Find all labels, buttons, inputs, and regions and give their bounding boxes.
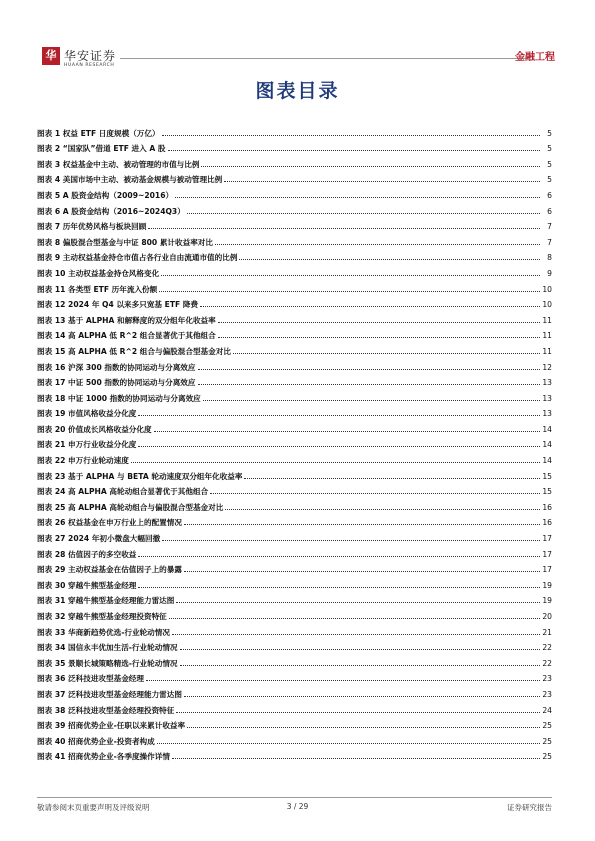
toc-entry-page: 5 xyxy=(547,159,552,169)
toc-entry-page: 14 xyxy=(542,456,552,466)
toc-leader-dots xyxy=(162,135,540,136)
toc-entry-page: 10 xyxy=(542,284,552,294)
toc-entry-label: 图表 35 景顺长城策略精选-行业轮动情况 xyxy=(37,658,178,668)
toc-entry[interactable] xyxy=(37,231,552,247)
toc-entry-page: 17 xyxy=(542,534,552,544)
toc-entry-label: 图表 34 国信永丰优加生活-行业轮动情况 xyxy=(37,643,178,653)
toc-leader-dots xyxy=(180,649,540,650)
toc-entry-page: 19 xyxy=(542,596,552,606)
toc-entry-label: 图表 1 权益 ETF 日度规模（万亿） xyxy=(37,128,160,138)
toc-leader-dots xyxy=(187,727,540,728)
toc-leader-dots xyxy=(138,556,540,557)
toc-entry-label: 图表 21 申万行业收益分化度 xyxy=(37,440,137,450)
toc-entry[interactable] xyxy=(37,278,552,294)
toc-entry[interactable] xyxy=(37,574,552,590)
toc-entry-label: 图表 13 基于 ALPHA 和解释度的双分组年化收益率 xyxy=(37,315,216,325)
toc-entry[interactable] xyxy=(37,512,552,528)
toc-leader-dots xyxy=(131,462,540,463)
toc-entry[interactable] xyxy=(37,153,552,169)
toc-leader-dots xyxy=(244,478,540,479)
company-logo-icon: 华 xyxy=(42,47,60,65)
toc-leader-dots xyxy=(184,696,540,697)
toc-entry[interactable] xyxy=(37,372,552,388)
toc-entry-page: 23 xyxy=(542,674,552,684)
footer-disclaimer: 敬请参阅末页重要声明及评级说明 xyxy=(37,803,150,812)
toc-entry-page: 6 xyxy=(547,190,552,200)
toc-entry[interactable] xyxy=(37,605,552,621)
toc-entry[interactable] xyxy=(37,715,552,731)
toc-entry-page: 15 xyxy=(542,471,552,481)
toc-entry[interactable] xyxy=(37,652,552,668)
toc-entry-label: 图表 4 美国市场中主动、被动基金规模与被动管理比例 xyxy=(37,175,223,185)
toc-entry-page: 5 xyxy=(547,144,552,154)
toc-leader-dots xyxy=(239,259,540,260)
toc-entry-page: 23 xyxy=(542,689,552,699)
toc-leader-dots xyxy=(225,509,540,510)
toc-leader-dots xyxy=(146,680,540,681)
toc-leader-dots xyxy=(176,602,540,603)
toc-entry-label: 图表 10 主动权益基金持仓风格变化 xyxy=(37,268,160,278)
toc-entry-label: 图表 28 估值因子的多空收益 xyxy=(37,549,137,559)
toc-entry[interactable] xyxy=(37,481,552,497)
toc-entry[interactable] xyxy=(37,184,552,200)
toc-entry[interactable] xyxy=(37,465,552,481)
toc-entry-page: 14 xyxy=(542,424,552,434)
toc-entry-page: 20 xyxy=(542,612,552,621)
toc-entry-label: 图表 41 招商优势企业-各季度操作详情 xyxy=(37,752,170,762)
toc-leader-dots xyxy=(138,415,540,416)
toc-entry-label: 图表 24 高 ALPHA 高轮动组合显著优于其他组合 xyxy=(37,487,209,497)
toc-leader-dots xyxy=(200,306,540,307)
toc-entry-label: 图表 2 “国家队”借道 ETF 进入 A 股 xyxy=(37,144,166,154)
toc-leader-dots xyxy=(198,384,541,385)
toc-entry[interactable] xyxy=(37,340,552,356)
toc-entry-label: 图表 29 主动权益基金在估值因子上的暴露 xyxy=(37,565,182,575)
page-title: 图表目录 xyxy=(255,80,340,102)
toc-entry-label: 图表 5 A 股资金结构（2009~2016） xyxy=(37,190,174,200)
toc-leader-dots xyxy=(233,353,540,354)
toc-entry[interactable] xyxy=(37,247,552,263)
toc-entry-label: 图表 36 泛科技进攻型基金经理 xyxy=(37,674,144,684)
toc-entry-label: 图表 19 市值风格收益分化度 xyxy=(37,409,137,419)
toc-leader-dots xyxy=(203,400,540,401)
toc-leader-dots xyxy=(154,431,540,432)
toc-entry[interactable] xyxy=(37,309,552,325)
toc-leader-dots xyxy=(172,634,540,635)
toc-entry[interactable] xyxy=(37,590,552,606)
toc-entry-label: 图表 40 招商优势企业-投资者构成 xyxy=(37,736,155,746)
toc-leader-dots xyxy=(184,571,540,572)
toc-entry-label: 图表 17 中证 500 指数的协同运动与分离效应 xyxy=(37,378,196,388)
toc-entry[interactable] xyxy=(37,621,552,637)
toc-entry[interactable] xyxy=(37,418,552,434)
toc-leader-dots xyxy=(175,197,540,198)
toc-entry-page: 22 xyxy=(542,658,552,668)
toc-leader-dots xyxy=(172,758,540,759)
toc-entry-label: 图表 6 A 股资金结构（2016~2024Q3） xyxy=(37,206,185,216)
company-name: 华安证券 xyxy=(64,49,117,63)
toc-entry[interactable] xyxy=(37,325,552,341)
toc-entry-label: 图表 25 高 ALPHA 高轮动组合与偏股混合型基金对比 xyxy=(37,502,224,512)
toc-entry-label: 图表 16 沪深 300 指数的协同运动与分离效应 xyxy=(37,362,196,372)
toc-entry-page: 21 xyxy=(542,627,552,637)
toc-entry[interactable] xyxy=(37,169,552,185)
toc-entry[interactable] xyxy=(37,637,552,653)
toc-entry[interactable] xyxy=(37,496,552,512)
toc-entry[interactable] xyxy=(37,449,552,465)
toc-entry-label: 图表 33 华商新趋势优选-行业轮动情况 xyxy=(37,627,170,637)
toc-list xyxy=(37,122,552,761)
toc-leader-dots xyxy=(138,446,540,447)
toc-entry-page: 25 xyxy=(542,721,552,731)
toc-entry[interactable] xyxy=(37,403,552,419)
toc-entry[interactable] xyxy=(37,138,552,154)
toc-leader-dots xyxy=(184,524,540,525)
toc-entry-label: 图表 32 穿越牛熊型基金经理投资特征 xyxy=(37,612,167,621)
toc-entry-page: 15 xyxy=(542,487,552,497)
toc-leader-dots xyxy=(218,322,540,323)
toc-entry-label: 图表 12 2024 年 Q4 以来多只宽基 ETF 降费 xyxy=(37,300,199,310)
toc-leader-dots xyxy=(162,540,540,541)
section-tag: 金融工程 xyxy=(515,52,555,63)
toc-leader-dots xyxy=(138,587,540,588)
toc-entry-page: 9 xyxy=(547,268,552,278)
toc-entry[interactable] xyxy=(37,356,552,372)
toc-entry[interactable] xyxy=(37,683,552,699)
toc-entry-page: 16 xyxy=(542,518,552,528)
toc-entry-page: 13 xyxy=(542,393,552,403)
toc-leader-dots xyxy=(180,665,540,666)
toc-entry[interactable] xyxy=(37,200,552,216)
toc-entry-page: 25 xyxy=(542,736,552,746)
toc-entry-label: 图表 23 基于 ALPHA 与 BETA 轮动速度双分组年化收益率 xyxy=(37,471,243,481)
toc-entry-page: 24 xyxy=(542,705,552,715)
toc-leader-dots xyxy=(157,743,540,744)
toc-entry-label: 图表 3 权益基金中主动、被动管理的市值与比例 xyxy=(37,159,200,169)
toc-entry[interactable] xyxy=(37,122,552,138)
toc-entry-label: 图表 31 穿越牛熊型基金经理能力雷达图 xyxy=(37,596,175,606)
toc-entry-page: 5 xyxy=(547,175,552,185)
toc-entry-page: 7 xyxy=(547,222,552,232)
toc-leader-dots xyxy=(201,166,540,167)
toc-entry-page: 19 xyxy=(542,580,552,590)
page-number: 3 / 29 xyxy=(286,802,309,811)
toc-entry-label: 图表 22 申万行业轮动速度 xyxy=(37,456,129,466)
toc-entry-page: 11 xyxy=(542,346,552,356)
toc-entry-label: 图表 27 2024 年初小微盘大幅回撤 xyxy=(37,534,161,544)
toc-leader-dots xyxy=(215,244,540,245)
toc-entry-label: 图表 38 泛科技进攻型基金经理投资特征 xyxy=(37,705,175,715)
toc-entry-page: 17 xyxy=(542,565,552,575)
toc-entry-page: 6 xyxy=(547,206,552,216)
toc-entry-label: 图表 20 价值成长风格收益分化度 xyxy=(37,424,152,434)
toc-entry-label: 图表 30 穿越牛熊型基金经理 xyxy=(37,580,137,590)
toc-entry-page: 10 xyxy=(542,300,552,310)
toc-leader-dots xyxy=(148,228,540,229)
toc-leader-dots xyxy=(187,213,540,214)
toc-entry-label: 图表 37 泛科技进攻型基金经理能力雷达图 xyxy=(37,689,182,699)
toc-entry[interactable] xyxy=(37,668,552,684)
toc-leader-dots xyxy=(176,712,540,713)
toc-entry-label: 图表 11 各类型 ETF 历年流入份额 xyxy=(37,284,158,294)
toc-entry-label: 图表 15 高 ALPHA 低 R^2 组合与偏股混合型基金对比 xyxy=(37,346,231,356)
toc-entry[interactable] xyxy=(37,730,552,746)
toc-entry-label: 图表 39 招商优势企业-任职以来累计收益率 xyxy=(37,721,186,731)
header-divider xyxy=(120,58,528,59)
toc-entry-label: 图表 14 高 ALPHA 低 R^2 组合显著优于其他组合 xyxy=(37,331,216,341)
toc-entry-page: 11 xyxy=(542,331,552,341)
toc-entry-page: 25 xyxy=(542,752,552,762)
toc-entry[interactable] xyxy=(37,294,552,310)
toc-entry-label: 图表 26 权益基金在申万行业上的配置情况 xyxy=(37,518,182,528)
toc-leader-dots xyxy=(168,150,541,151)
toc-entry-page: 12 xyxy=(542,362,552,372)
toc-entry-page: 22 xyxy=(542,643,552,653)
toc-entry[interactable] xyxy=(37,699,552,715)
toc-entry-label: 图表 8 偏股混合型基金与中证 800 累计收益率对比 xyxy=(37,237,213,247)
toc-entry[interactable] xyxy=(37,434,552,450)
toc-entry-page: 17 xyxy=(542,549,552,559)
toc-entry-page: 13 xyxy=(542,409,552,419)
toc-leader-dots xyxy=(169,618,540,619)
footer-divider xyxy=(37,797,552,798)
toc-entry[interactable] xyxy=(37,216,552,232)
toc-leader-dots xyxy=(210,493,540,494)
toc-entry-page: 11 xyxy=(542,315,552,325)
toc-entry-label: 图表 9 主动权益基金持仓市值占各行业自由流通市值的比例 xyxy=(37,253,238,263)
toc-entry-label: 图表 18 中证 1000 指数的协同运动与分离效应 xyxy=(37,393,201,403)
toc-entry[interactable] xyxy=(37,387,552,403)
toc-leader-dots xyxy=(218,337,540,338)
toc-entry[interactable] xyxy=(37,262,552,278)
toc-entry-page: 7 xyxy=(547,237,552,247)
toc-leader-dots xyxy=(159,291,540,292)
toc-entry-page: 13 xyxy=(542,378,552,388)
page-header xyxy=(40,44,555,80)
toc-entry[interactable] xyxy=(37,543,552,559)
toc-entry[interactable] xyxy=(37,746,552,762)
footer-report-type: 证券研究报告 xyxy=(507,803,552,812)
toc-entry-label: 图表 7 历年优势风格与板块回顾 xyxy=(37,222,147,232)
toc-entry-page: 5 xyxy=(547,128,552,138)
toc-entry[interactable] xyxy=(37,559,552,575)
toc-leader-dots xyxy=(198,369,541,370)
toc-entry[interactable] xyxy=(37,527,552,543)
toc-entry-page: 14 xyxy=(542,440,552,450)
toc-entry-page: 8 xyxy=(547,253,552,263)
toc-leader-dots xyxy=(224,181,540,182)
toc-entry-page: 16 xyxy=(542,502,552,512)
company-name-en: HUAAN RESEARCH xyxy=(64,63,115,68)
toc-leader-dots xyxy=(161,275,540,276)
